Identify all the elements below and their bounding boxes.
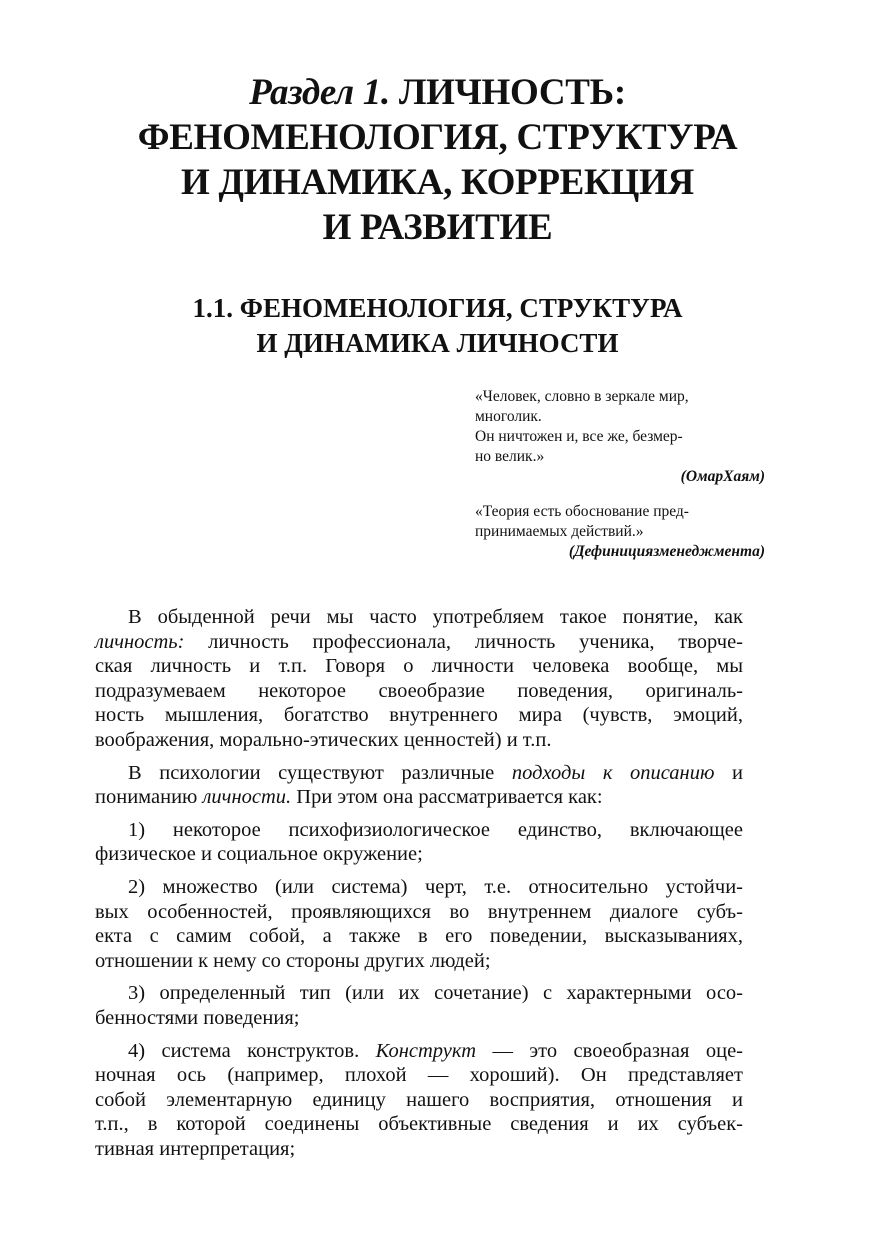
text-line [95, 630, 743, 655]
text-line: 2) множество (или система) черт, т.е. относительно устойчи- [128, 875, 743, 898]
section-heading [60, 291, 815, 361]
list-item [95, 1039, 743, 1162]
section-heading-line: И ДИНАМИКА ЛИЧНОСТИ [256, 328, 619, 358]
section-heading-line: 1.1. ФЕНОМЕНОЛОГИЯ, СТРУКТУРА [192, 293, 683, 323]
epigraph-line: многолик. [475, 408, 542, 425]
list-item [95, 818, 743, 867]
text-line: бенностями поведения; [95, 1006, 300, 1029]
epigraph-line: но велик.» [475, 448, 545, 465]
text-run: личность профессионала, личность ученика, творче- [184, 630, 743, 653]
part-heading [60, 70, 815, 250]
epigraph-quote [475, 502, 765, 562]
part-heading-line: И РАЗВИТИЕ [322, 207, 553, 248]
text-run: В психологии существуют различные [128, 761, 512, 784]
text-run: При этом она рассматривается как: [291, 786, 603, 809]
paragraph [95, 605, 743, 753]
body-text [95, 605, 743, 1169]
part-heading-line: И ДИНАМИКА, КОРРЕКЦИЯ [181, 162, 694, 203]
epigraph-author: (ОмарХаям) [680, 468, 765, 485]
list-item [95, 981, 743, 1030]
epigraph-author: (Дефинициязменеджмента) [568, 543, 765, 560]
epigraph-line: «Теория есть обоснование пред- [475, 503, 689, 520]
part-heading-line: ФЕНОМЕНОЛОГИЯ, СТРУКТУРА [137, 117, 738, 158]
text-line: подразумеваем некоторое своеобразие поведения, оригиналь- [95, 679, 743, 702]
emphasis: подходы к описанию [511, 761, 715, 784]
part-heading-line1-text: ЛИЧНОСТЬ: [389, 72, 626, 113]
text-line: ночная ось (например, плохой — хороший). Он представляет [95, 1064, 743, 1087]
emphasis: личность: [95, 630, 185, 653]
epigraph-line: Он ничтожен и, все же, безмер- [475, 428, 683, 445]
text-line: тивная интерпретация; [95, 1137, 296, 1160]
text-run: пониманию [95, 786, 203, 809]
text-run: и [714, 761, 743, 784]
text-line: физическое и социальное окружение; [95, 843, 423, 866]
epigraph-line: «Человек, словно в зеркале мир, [475, 388, 689, 405]
text-line: собой элементарную единицу нашего восприятия, отношения и [95, 1088, 743, 1111]
emphasis: Конструкт [375, 1039, 477, 1062]
text-line [95, 785, 743, 810]
text-line: екта с самим собой, а также в его поведении, высказываниях, [95, 925, 743, 948]
text-line: ность мышления, богатство внутреннего мира (чувств, эмоций, [95, 704, 743, 727]
text-line: т.п., в которой соединены объективные сведения и их субъек- [95, 1113, 743, 1136]
text-line: отношении к нему со стороны других людей; [95, 949, 491, 972]
text-line: 1) некоторое психофизиологическое единство, включающее [128, 818, 743, 841]
text-line [95, 761, 743, 786]
text-line: воображения, морально-этических ценностей) и т.п. [95, 728, 552, 751]
text-line: ская личность и т.п. Говоря о личности человека вообще, мы [95, 655, 743, 678]
part-heading-line [60, 70, 815, 115]
paragraph [95, 761, 743, 810]
text-line: 3) определенный тип (или их сочетание) с характерными осо- [128, 982, 743, 1005]
text-line [95, 1039, 743, 1064]
epigraph-quote [475, 387, 765, 487]
list-item [95, 875, 743, 973]
text-line: В обыденной речи мы часто употребляем такое понятие, как [128, 606, 743, 628]
emphasis: личности. [202, 786, 292, 809]
epigraph-line: принимаемых действий.» [475, 523, 644, 540]
text-run: — это своеобразная оце- [476, 1039, 744, 1062]
text-line: вых особенностей, проявляющихся во внутреннем диалоге субъ- [95, 900, 743, 923]
part-label: Раздел 1. [249, 72, 390, 113]
text-run: 4) система конструктов. [128, 1039, 376, 1062]
